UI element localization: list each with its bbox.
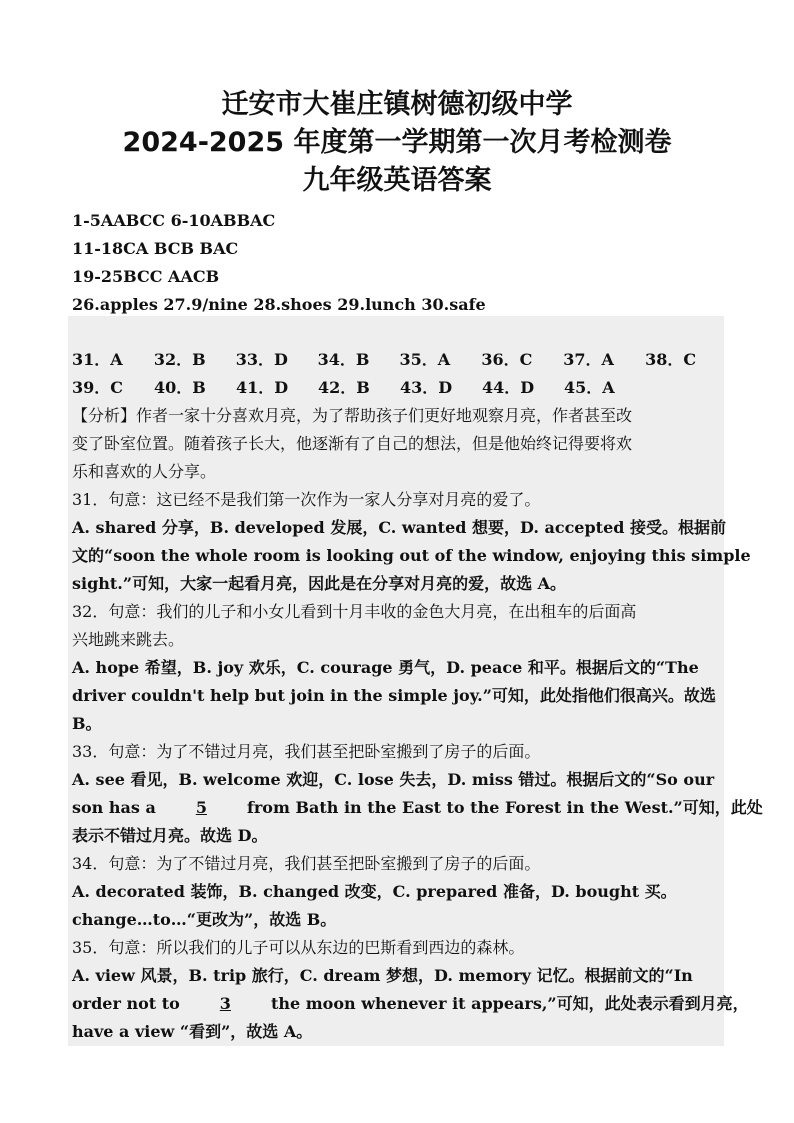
mc-answer-row bbox=[72, 374, 727, 402]
q32-meaning: 兴地跳来跳去。 bbox=[72, 630, 185, 649]
q32-explanation: B。 bbox=[72, 714, 102, 733]
q34-meaning: 34．句意：为了不错过月亮，我们甚至把卧室搬到了房子的后面。 bbox=[72, 854, 541, 873]
analysis-text: 乐和喜欢的人分享。 bbox=[72, 462, 217, 481]
answer-line: 19-25BCC AACB bbox=[72, 267, 220, 286]
mc-answer: 40．B bbox=[154, 378, 206, 397]
exam-title: 2024-2025 年度第一学期第一次月考检测卷 bbox=[122, 127, 672, 158]
q31-explanation: 文的“soon the whole room is looking out of the window, enjoying this simple bbox=[72, 546, 751, 565]
mc-answer: 44．D bbox=[482, 378, 535, 397]
q33-meaning: 33．句意：为了不错过月亮，我们甚至把卧室搬到了房子的后面。 bbox=[72, 742, 541, 761]
q33-text-post: from Bath in the East to the Forest in the West.”可知，此处 bbox=[246, 798, 763, 817]
mc-answer: 43．D bbox=[400, 378, 453, 397]
q32-explanation: driver couldn't help but join in the simple joy.”可知，此处指他们很高兴。故选 bbox=[72, 686, 716, 705]
q31-meaning: 31．句意：这已经不是我们第一次作为一家人分享对月亮的爱了。 bbox=[72, 490, 541, 509]
analysis-text: 变了卧室位置。随着孩子长大，他逐渐有了自己的想法，但是他始终记得要将欢 bbox=[72, 434, 633, 453]
mc-answer: 36．C bbox=[481, 350, 533, 369]
q32-explanation: A. hope 希望，B. joy 欢乐，C. courage 勇气，D. peace 和平。根据后文的“The bbox=[72, 658, 699, 677]
mc-answer: 39．C bbox=[72, 378, 124, 397]
q35-explanation bbox=[72, 990, 749, 1018]
q33-explanation: 表示不错过月亮。故选 D。 bbox=[72, 826, 268, 845]
subject-title: 九年级英语答案 bbox=[302, 165, 492, 196]
q35-explanation: have a view “看到”，故选 A。 bbox=[72, 1022, 313, 1041]
answer-line: 26.apples 27.9/nine 28.shoes 29.lunch 30.safe bbox=[72, 295, 486, 314]
mc-answer: 31．A bbox=[72, 350, 123, 369]
mc-answer: 34．B bbox=[317, 350, 370, 369]
mc-answer: 32．B bbox=[153, 350, 206, 369]
q33-blank: 5 bbox=[195, 798, 207, 817]
mc-answer: 35．A bbox=[399, 350, 451, 369]
q31-explanation: A. shared 分享，B. developed 发展，C. wanted 想要，D. accepted 接受。根据前 bbox=[72, 518, 727, 537]
mc-answer-row bbox=[72, 346, 727, 374]
mc-answer: 45．A bbox=[564, 378, 615, 397]
q34-explanation: change…to…“更改为”，故选 B。 bbox=[72, 910, 337, 929]
answer-line: 1-5AABCC 6-10ABBAC bbox=[72, 211, 276, 230]
school-title: 迁安市大崔庄镇树德初级中学 bbox=[221, 89, 573, 120]
q34-explanation: A. decorated 装饰，B. changed 改变，C. prepared 准备，D. bought 买。 bbox=[72, 882, 677, 901]
q33-explanation: A. see 看见，B. welcome 欢迎，C. lose 失去，D. miss 错过。根据后文的“So our bbox=[72, 770, 715, 789]
q32-meaning: 32．句意：我们的儿子和小女儿看到十月丰收的金色大月亮，在出租车的后面高 bbox=[72, 602, 637, 621]
answer-line: 11-18CA BCB BAC bbox=[72, 239, 239, 258]
mc-answer: 41．D bbox=[236, 378, 289, 397]
q35-text-pre: order not to bbox=[72, 994, 180, 1013]
q33-explanation bbox=[72, 794, 763, 822]
q35-blank: 3 bbox=[219, 994, 231, 1013]
analysis-text: 【分析】作者一家十分喜欢月亮，为了帮助孩子们更好地观察月亮，作者甚至改 bbox=[72, 406, 633, 425]
q33-text-pre: son has a bbox=[72, 798, 156, 817]
mc-answer: 42．B bbox=[318, 378, 370, 397]
answer-key-top bbox=[72, 207, 732, 319]
mc-answer: 33．D bbox=[235, 350, 288, 369]
q35-text-post: the moon whenever it appears,”可知，此处表示看到月亮， bbox=[270, 994, 749, 1013]
mc-answer: 37．A bbox=[563, 350, 614, 369]
q35-meaning: 35．句意：所以我们的儿子可以从东边的巴斯看到西边的森林。 bbox=[72, 938, 525, 957]
q35-explanation: A. view 风景，B. trip 旅行，C. dream 梦想，D. memory 记忆。根据前文的“In bbox=[72, 966, 693, 985]
mc-answer: 38．C bbox=[645, 350, 697, 369]
title-block bbox=[0, 86, 794, 200]
q31-explanation: sight.”可知，大家一起看月亮，因此是在分享对月亮的爱，故选 A。 bbox=[72, 574, 567, 593]
explanation-section bbox=[72, 346, 763, 1046]
